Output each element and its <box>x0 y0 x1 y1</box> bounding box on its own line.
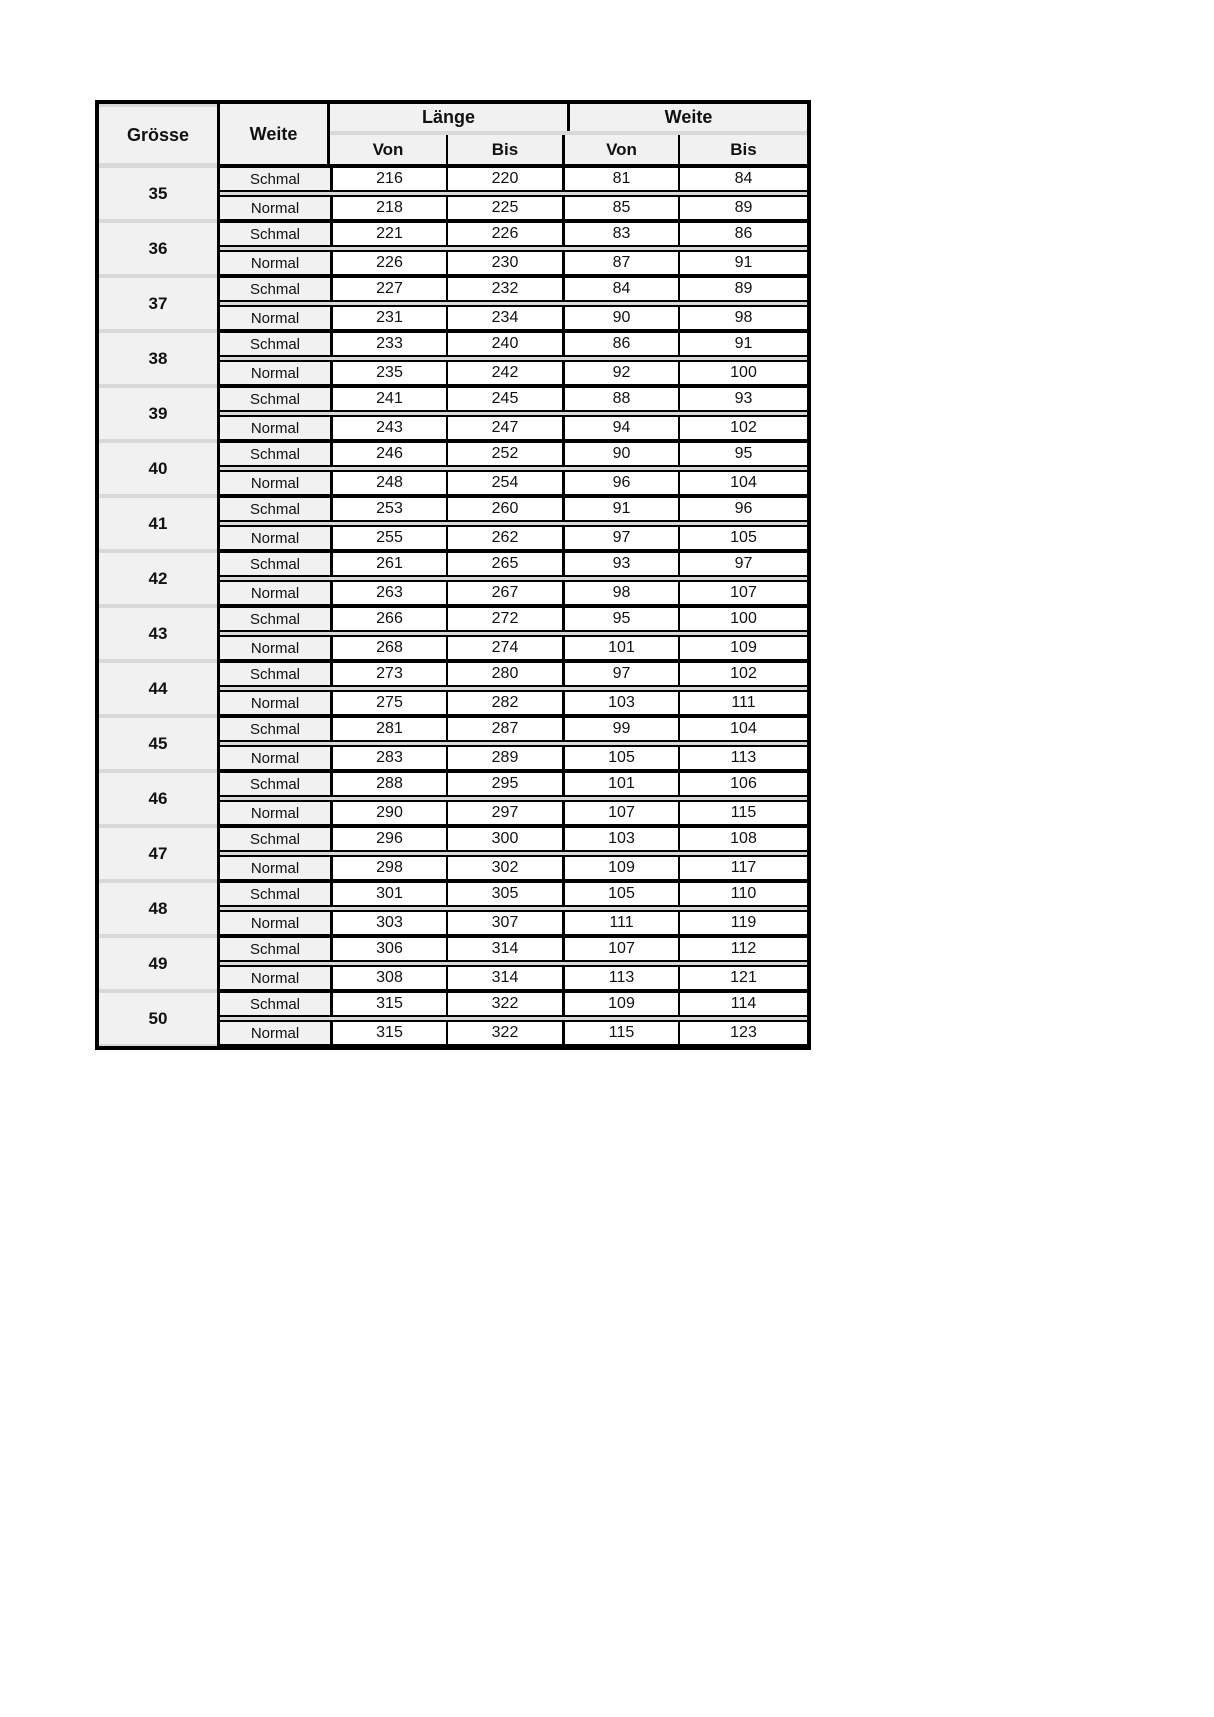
width-label: Normal <box>220 637 330 659</box>
size-value: 42 <box>99 553 217 604</box>
laenge-bis-value: 307 <box>446 912 562 934</box>
size-cell-wrap <box>99 441 217 496</box>
laenge-bis-value: 230 <box>446 252 562 274</box>
laenge-bis-value: 254 <box>446 472 562 494</box>
weite-von-value: 90 <box>562 443 678 465</box>
width-label: Schmal <box>220 993 330 1015</box>
laenge-bis-value: 289 <box>446 747 562 769</box>
laenge-von-value: 263 <box>330 582 446 604</box>
weite-bis-value: 102 <box>678 663 807 685</box>
laenge-bis-value: 252 <box>446 443 562 465</box>
laenge-von-value: 227 <box>330 278 446 300</box>
width-label: Normal <box>220 472 330 494</box>
width-label: Normal <box>220 747 330 769</box>
table-row-schmal <box>220 276 807 302</box>
weite-bis-value: 109 <box>678 637 807 659</box>
laenge-bis-value: 242 <box>446 362 562 384</box>
weite-bis-value: 91 <box>678 252 807 274</box>
weite-bis-value: 98 <box>678 307 807 329</box>
size-group-rows <box>217 551 807 606</box>
table-row-normal <box>220 855 807 881</box>
size-value: 38 <box>99 333 217 384</box>
header-weite-bis: Bis <box>678 135 807 164</box>
width-label: Normal <box>220 967 330 989</box>
weite-von-value: 87 <box>562 252 678 274</box>
laenge-bis-value: 295 <box>446 773 562 795</box>
size-group <box>99 276 807 331</box>
table-row-normal <box>220 1020 807 1046</box>
laenge-bis-value: 226 <box>446 223 562 245</box>
header-weite-von: Von <box>562 135 678 164</box>
laenge-bis-value: 314 <box>446 938 562 960</box>
size-value: 49 <box>99 938 217 989</box>
laenge-von-value: 218 <box>330 197 446 219</box>
size-group-rows <box>217 276 807 331</box>
size-group <box>99 936 807 991</box>
table-body <box>99 166 807 1046</box>
weite-von-value: 103 <box>562 828 678 850</box>
header-groesse: Grösse <box>99 107 217 163</box>
laenge-von-value: 246 <box>330 443 446 465</box>
laenge-von-value: 253 <box>330 498 446 520</box>
laenge-von-value: 248 <box>330 472 446 494</box>
table-row-normal <box>220 965 807 991</box>
width-label: Schmal <box>220 718 330 740</box>
header-groesse-wrap <box>99 104 217 166</box>
weite-von-value: 97 <box>562 527 678 549</box>
size-group <box>99 166 807 221</box>
size-group-rows <box>217 606 807 661</box>
size-value: 50 <box>99 993 217 1044</box>
size-group <box>99 496 807 551</box>
weite-von-value: 97 <box>562 663 678 685</box>
size-group-rows <box>217 936 807 991</box>
laenge-bis-value: 262 <box>446 527 562 549</box>
table-row-schmal <box>220 386 807 412</box>
laenge-bis-value: 322 <box>446 993 562 1015</box>
weite-von-value: 81 <box>562 168 678 190</box>
laenge-bis-value: 234 <box>446 307 562 329</box>
size-value: 47 <box>99 828 217 879</box>
laenge-bis-value: 247 <box>446 417 562 439</box>
weite-von-value: 105 <box>562 883 678 905</box>
table-row-normal <box>220 690 807 716</box>
weite-von-value: 103 <box>562 692 678 714</box>
weite-von-value: 90 <box>562 307 678 329</box>
weite-bis-value: 84 <box>678 168 807 190</box>
laenge-bis-value: 297 <box>446 802 562 824</box>
size-group-rows <box>217 771 807 826</box>
size-cell-wrap <box>99 881 217 936</box>
laenge-bis-value: 305 <box>446 883 562 905</box>
weite-von-value: 109 <box>562 857 678 879</box>
size-group <box>99 551 807 606</box>
weite-bis-value: 114 <box>678 993 807 1015</box>
laenge-bis-value: 282 <box>446 692 562 714</box>
table-row-schmal <box>220 716 807 742</box>
weite-bis-value: 100 <box>678 608 807 630</box>
table-row-normal <box>220 305 807 331</box>
laenge-von-value: 306 <box>330 938 446 960</box>
laenge-bis-value: 265 <box>446 553 562 575</box>
size-group <box>99 826 807 881</box>
weite-von-value: 101 <box>562 773 678 795</box>
size-cell-wrap <box>99 166 217 221</box>
width-label: Normal <box>220 197 330 219</box>
table-row-schmal <box>220 441 807 467</box>
size-cell-wrap <box>99 331 217 386</box>
shoe-size-table <box>95 100 811 1050</box>
width-label: Schmal <box>220 608 330 630</box>
weite-bis-value: 110 <box>678 883 807 905</box>
table-row-normal <box>220 250 807 276</box>
laenge-bis-value: 314 <box>446 967 562 989</box>
width-label: Schmal <box>220 498 330 520</box>
width-label: Schmal <box>220 278 330 300</box>
width-label: Schmal <box>220 553 330 575</box>
laenge-von-value: 296 <box>330 828 446 850</box>
weite-bis-value: 89 <box>678 278 807 300</box>
laenge-von-value: 255 <box>330 527 446 549</box>
laenge-von-value: 216 <box>330 168 446 190</box>
weite-von-value: 83 <box>562 223 678 245</box>
header-right <box>217 104 807 166</box>
size-group <box>99 716 807 771</box>
laenge-von-value: 268 <box>330 637 446 659</box>
laenge-von-value: 235 <box>330 362 446 384</box>
laenge-von-value: 231 <box>330 307 446 329</box>
width-label: Schmal <box>220 333 330 355</box>
weite-von-value: 94 <box>562 417 678 439</box>
laenge-von-value: 243 <box>330 417 446 439</box>
laenge-bis-value: 225 <box>446 197 562 219</box>
table-row-normal <box>220 580 807 606</box>
weite-bis-value: 105 <box>678 527 807 549</box>
header-weite-column: Weite <box>220 104 330 164</box>
laenge-bis-value: 240 <box>446 333 562 355</box>
size-cell-wrap <box>99 551 217 606</box>
width-label: Normal <box>220 1022 330 1044</box>
size-cell-wrap <box>99 716 217 771</box>
size-group-rows <box>217 881 807 936</box>
size-cell-wrap <box>99 386 217 441</box>
table-row-normal <box>220 360 807 386</box>
laenge-von-value: 273 <box>330 663 446 685</box>
width-label: Schmal <box>220 938 330 960</box>
weite-bis-value: 106 <box>678 773 807 795</box>
laenge-von-value: 308 <box>330 967 446 989</box>
width-label: Schmal <box>220 168 330 190</box>
weite-bis-value: 115 <box>678 802 807 824</box>
width-label: Normal <box>220 252 330 274</box>
size-group <box>99 991 807 1046</box>
size-group-rows <box>217 496 807 551</box>
size-cell-wrap <box>99 661 217 716</box>
size-cell-wrap <box>99 771 217 826</box>
size-group-rows <box>217 826 807 881</box>
weite-von-value: 95 <box>562 608 678 630</box>
laenge-bis-value: 274 <box>446 637 562 659</box>
weite-von-value: 111 <box>562 912 678 934</box>
size-group <box>99 661 807 716</box>
size-value: 41 <box>99 498 217 549</box>
table-row-schmal <box>220 661 807 687</box>
weite-von-value: 107 <box>562 938 678 960</box>
laenge-von-value: 241 <box>330 388 446 410</box>
size-group <box>99 441 807 496</box>
weite-bis-value: 100 <box>678 362 807 384</box>
size-group-rows <box>217 166 807 221</box>
table-row-schmal <box>220 826 807 852</box>
table-row-normal <box>220 195 807 221</box>
laenge-von-value: 288 <box>330 773 446 795</box>
size-group-rows <box>217 331 807 386</box>
laenge-von-value: 221 <box>330 223 446 245</box>
width-label: Normal <box>220 912 330 934</box>
laenge-von-value: 315 <box>330 1022 446 1044</box>
size-cell-wrap <box>99 276 217 331</box>
table-row-normal <box>220 525 807 551</box>
weite-bis-value: 121 <box>678 967 807 989</box>
table-row-schmal <box>220 991 807 1017</box>
laenge-von-value: 281 <box>330 718 446 740</box>
weite-von-value: 98 <box>562 582 678 604</box>
laenge-bis-value: 232 <box>446 278 562 300</box>
weite-bis-value: 93 <box>678 388 807 410</box>
weite-von-value: 107 <box>562 802 678 824</box>
header-subrow <box>330 135 807 164</box>
weite-von-value: 86 <box>562 333 678 355</box>
width-label: Normal <box>220 802 330 824</box>
weite-bis-value: 104 <box>678 472 807 494</box>
header-laenge-bis: Bis <box>446 135 562 164</box>
size-cell-wrap <box>99 826 217 881</box>
width-label: Normal <box>220 527 330 549</box>
size-group-rows <box>217 661 807 716</box>
weite-von-value: 96 <box>562 472 678 494</box>
size-cell-wrap <box>99 496 217 551</box>
size-group <box>99 386 807 441</box>
table-row-schmal <box>220 881 807 907</box>
table-row-schmal <box>220 331 807 357</box>
table-row-schmal <box>220 551 807 577</box>
weite-bis-value: 107 <box>678 582 807 604</box>
width-label: Schmal <box>220 883 330 905</box>
weite-bis-value: 86 <box>678 223 807 245</box>
weite-bis-value: 123 <box>678 1022 807 1044</box>
table-row-normal <box>220 635 807 661</box>
laenge-von-value: 233 <box>330 333 446 355</box>
size-group <box>99 221 807 276</box>
size-value: 43 <box>99 608 217 659</box>
laenge-von-value: 303 <box>330 912 446 934</box>
laenge-von-value: 226 <box>330 252 446 274</box>
weite-von-value: 84 <box>562 278 678 300</box>
laenge-bis-value: 220 <box>446 168 562 190</box>
weite-von-value: 93 <box>562 553 678 575</box>
header-laenge-von: Von <box>372 139 404 159</box>
table-row-schmal <box>220 221 807 247</box>
table-header <box>99 104 807 166</box>
laenge-bis-value: 260 <box>446 498 562 520</box>
weite-von-value: 113 <box>562 967 678 989</box>
weite-von-value: 88 <box>562 388 678 410</box>
weite-von-value: 91 <box>562 498 678 520</box>
size-cell-wrap <box>99 221 217 276</box>
size-value: 39 <box>99 388 217 439</box>
laenge-von-value: 298 <box>330 857 446 879</box>
weite-bis-value: 97 <box>678 553 807 575</box>
size-group-rows <box>217 221 807 276</box>
laenge-von-value: 315 <box>330 993 446 1015</box>
weite-von-value: 92 <box>562 362 678 384</box>
size-value: 40 <box>99 443 217 494</box>
weite-bis-value: 112 <box>678 938 807 960</box>
table-row-schmal <box>220 166 807 192</box>
width-label: Normal <box>220 362 330 384</box>
weite-von-value: 99 <box>562 718 678 740</box>
laenge-bis-value: 302 <box>446 857 562 879</box>
size-group-rows <box>217 716 807 771</box>
size-group-rows <box>217 386 807 441</box>
size-cell-wrap <box>99 936 217 991</box>
size-value: 45 <box>99 718 217 769</box>
weite-bis-value: 89 <box>678 197 807 219</box>
width-label: Schmal <box>220 388 330 410</box>
laenge-von-value: 283 <box>330 747 446 769</box>
table-row-schmal <box>220 936 807 962</box>
size-group <box>99 881 807 936</box>
header-groups <box>330 104 807 164</box>
width-label: Schmal <box>220 223 330 245</box>
width-label: Normal <box>220 307 330 329</box>
laenge-bis-value: 280 <box>446 663 562 685</box>
weite-von-value: 109 <box>562 993 678 1015</box>
laenge-bis-value: 300 <box>446 828 562 850</box>
width-label: Schmal <box>220 443 330 465</box>
weite-bis-value: 119 <box>678 912 807 934</box>
size-value: 37 <box>99 278 217 329</box>
size-cell-wrap <box>99 606 217 661</box>
weite-bis-value: 95 <box>678 443 807 465</box>
laenge-bis-value: 245 <box>446 388 562 410</box>
size-group-rows <box>217 441 807 496</box>
width-label: Normal <box>220 417 330 439</box>
weite-bis-value: 117 <box>678 857 807 879</box>
laenge-von-value: 266 <box>330 608 446 630</box>
weite-bis-value: 104 <box>678 718 807 740</box>
size-value: 35 <box>99 168 217 219</box>
size-value: 36 <box>99 223 217 274</box>
laenge-bis-value: 322 <box>446 1022 562 1044</box>
header-weite-group: Weite <box>567 104 807 131</box>
width-label: Normal <box>220 857 330 879</box>
table-row-normal <box>220 800 807 826</box>
table-row-normal <box>220 745 807 771</box>
laenge-von-value: 290 <box>330 802 446 824</box>
weite-bis-value: 113 <box>678 747 807 769</box>
size-value: 48 <box>99 883 217 934</box>
width-label: Schmal <box>220 773 330 795</box>
laenge-bis-value: 267 <box>446 582 562 604</box>
weite-von-value: 101 <box>562 637 678 659</box>
width-label: Normal <box>220 692 330 714</box>
weite-von-value: 105 <box>562 747 678 769</box>
table-row-schmal <box>220 496 807 522</box>
table-row-schmal <box>220 771 807 797</box>
laenge-von-value: 275 <box>330 692 446 714</box>
weite-bis-value: 111 <box>678 692 807 714</box>
table-row-normal <box>220 470 807 496</box>
header-group-row <box>330 104 807 131</box>
laenge-von-value: 301 <box>330 883 446 905</box>
size-value: 46 <box>99 773 217 824</box>
weite-von-value: 85 <box>562 197 678 219</box>
header-laenge-group: Länge <box>421 107 475 127</box>
weite-bis-value: 96 <box>678 498 807 520</box>
width-label: Normal <box>220 582 330 604</box>
table-row-normal <box>220 910 807 936</box>
table-row-schmal <box>220 606 807 632</box>
size-group <box>99 606 807 661</box>
width-label: Schmal <box>220 663 330 685</box>
size-group <box>99 771 807 826</box>
weite-von-value: 115 <box>562 1022 678 1044</box>
weite-bis-value: 91 <box>678 333 807 355</box>
table-row-normal <box>220 415 807 441</box>
weite-bis-value: 108 <box>678 828 807 850</box>
size-value: 44 <box>99 663 217 714</box>
size-cell-wrap <box>99 991 217 1046</box>
laenge-bis-value: 272 <box>446 608 562 630</box>
size-group-rows <box>217 991 807 1046</box>
weite-bis-value: 102 <box>678 417 807 439</box>
laenge-bis-value: 287 <box>446 718 562 740</box>
laenge-von-value: 261 <box>330 553 446 575</box>
width-label: Schmal <box>220 828 330 850</box>
size-group <box>99 331 807 386</box>
